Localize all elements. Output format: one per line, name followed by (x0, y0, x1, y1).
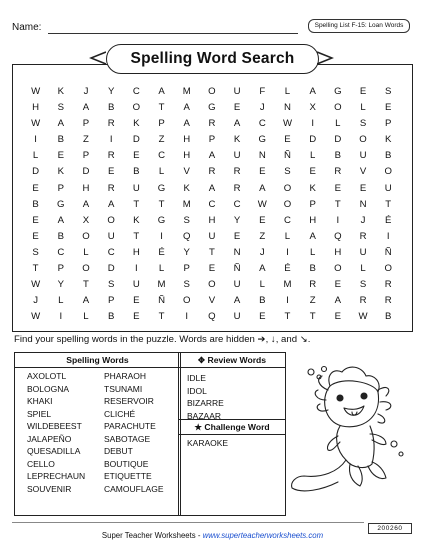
grid-letter[interactable]: P (385, 118, 392, 130)
grid-letter[interactable]: W (257, 198, 267, 210)
grid-letter[interactable]: W (31, 311, 41, 323)
footer-url[interactable]: www.superteacherworksheets.com (202, 531, 324, 540)
grid-letter[interactable]: H (32, 102, 40, 114)
grid-letter[interactable]: I (135, 263, 138, 275)
grid-letter[interactable]: P (82, 118, 90, 130)
grid-letter[interactable]: K (183, 182, 190, 194)
grid-letter[interactable]: L (309, 246, 316, 258)
grid-letter[interactable]: L (32, 150, 39, 162)
grid-letter[interactable]: K (233, 134, 241, 146)
chevron-left-icon (89, 50, 106, 66)
grid-letter[interactable]: L (360, 263, 366, 275)
footer (0, 531, 425, 540)
grid-letter[interactable]: D (107, 263, 115, 275)
grid-letter[interactable]: K (133, 118, 140, 130)
grid-letter[interactable]: E (359, 86, 367, 97)
grid-letter[interactable]: B (334, 150, 342, 162)
grid-letter[interactable]: R (107, 182, 115, 194)
grid-letter[interactable]: Q (334, 230, 342, 242)
review-words-box (178, 352, 286, 516)
review-word: IDOL (187, 385, 207, 396)
page-title: Spelling Word Search (106, 44, 319, 74)
grid-letter[interactable]: I (336, 214, 340, 226)
spelling-words-box (14, 352, 181, 516)
grid-letter[interactable]: L (335, 118, 341, 130)
grid-letter[interactable]: E (133, 150, 140, 162)
grid-letter[interactable]: W (282, 118, 292, 130)
grid-letter[interactable]: Z (158, 134, 165, 146)
spelling-word: PARACHUTE (104, 421, 156, 431)
list-badge: Spelling List F-15: Loan Words (308, 19, 410, 33)
spelling-word: DEBUT (104, 446, 133, 456)
grid-letter[interactable]: B (259, 295, 266, 307)
grid-letter[interactable]: L (360, 102, 366, 114)
grid-letter[interactable]: L (158, 263, 165, 275)
grid-letter[interactable]: B (133, 166, 140, 178)
grid-letter[interactable]: Z (309, 295, 316, 307)
grid-letter[interactable]: A (57, 118, 64, 130)
grid-letter[interactable]: T (133, 230, 140, 242)
grid-letter[interactable]: I (286, 246, 289, 258)
grid-letter[interactable]: A (259, 263, 266, 275)
grid-letter[interactable]: H (208, 214, 216, 226)
grid-letter[interactable]: E (259, 166, 266, 178)
grid-letter[interactable]: X (309, 102, 316, 114)
grid-letter[interactable]: P (183, 263, 190, 275)
grid-letter[interactable]: G (334, 86, 342, 97)
worksheet-code: 200260 (368, 523, 412, 534)
grid-letter[interactable]: P (57, 182, 64, 194)
grid-letter[interactable]: T (158, 311, 165, 323)
grid-letter[interactable]: U (132, 182, 140, 194)
grid-letter[interactable]: C (132, 86, 140, 97)
grid-letter[interactable]: M (283, 279, 292, 291)
grid-letter[interactable]: C (208, 198, 216, 210)
grid-letter[interactable]: I (286, 295, 289, 307)
grid-letter[interactable]: G (157, 214, 166, 226)
spelling-word: SPIEL (27, 408, 52, 419)
grid-letter[interactable]: D (334, 134, 342, 146)
grid-letter[interactable]: U (233, 311, 241, 323)
instructions: Find your spelling words in the puzzle. Words are hidden ➔, ↓, and ↘. (14, 334, 311, 345)
challenge-word-header (179, 419, 285, 435)
grid-letter[interactable]: O (82, 263, 90, 275)
spelling-word: BOUTIQUE (104, 458, 149, 469)
grid-letter[interactable]: W (358, 311, 368, 323)
grid-letter[interactable]: B (385, 150, 392, 162)
grid-letter[interactable]: E (359, 182, 367, 194)
grid-letter[interactable]: T (32, 263, 39, 275)
grid-letter[interactable]: E (259, 214, 266, 226)
grid-letter[interactable]: O (107, 214, 115, 226)
grid-letter[interactable]: R (233, 182, 241, 194)
grid-letter[interactable]: E (133, 311, 140, 323)
chevron-right-icon (317, 50, 334, 66)
grid-letter[interactable]: X (82, 214, 90, 226)
grid-letter[interactable]: R (309, 279, 317, 291)
name-label: Name: (12, 22, 42, 33)
grid-letter[interactable]: T (309, 311, 316, 323)
grid-letter[interactable]: E (32, 214, 39, 226)
grid-letter[interactable]: N (233, 246, 241, 258)
review-word: BAZAAR (187, 410, 222, 421)
grid-letter[interactable]: E (309, 166, 316, 178)
grid-letter[interactable]: É (385, 214, 392, 226)
grid-letter[interactable]: H (82, 182, 90, 194)
star-icon: ★ (194, 422, 203, 432)
grid-letter[interactable]: A (233, 295, 241, 307)
grid-letter[interactable]: I (59, 311, 63, 323)
grid-letter[interactable]: F (259, 86, 266, 97)
grid-letter[interactable]: T (133, 198, 140, 210)
grid-letter[interactable]: I (185, 311, 189, 323)
grid-letter[interactable]: B (57, 230, 64, 242)
grid-letter[interactable]: E (133, 295, 140, 307)
grid-letter[interactable]: L (259, 279, 265, 291)
grid-letter[interactable]: Y (183, 246, 190, 258)
grid-letter[interactable]: H (132, 246, 140, 258)
grid-letter[interactable]: D (309, 134, 317, 146)
grid-letter[interactable]: E (284, 134, 291, 146)
grid-letter[interactable]: H (183, 134, 191, 146)
axolotl-illustration (282, 360, 418, 500)
grid-letter[interactable]: L (83, 311, 89, 323)
spelling-word: KHAKI (27, 396, 53, 406)
grid-letter[interactable]: K (57, 86, 64, 97)
grid-letter[interactable]: U (132, 279, 140, 291)
diamond-icon: ✥ (197, 355, 206, 365)
grid-letter[interactable]: U (359, 246, 367, 258)
name-line[interactable] (48, 33, 298, 34)
grid-letter[interactable]: A (183, 118, 190, 130)
grid-letter[interactable]: O (283, 198, 292, 210)
grid-letter[interactable]: R (359, 230, 367, 242)
grid-letter[interactable]: J (259, 102, 265, 114)
footer-divider (12, 522, 364, 523)
grid-letter[interactable]: Y (107, 86, 115, 97)
grid-letter[interactable]: Ñ (384, 246, 392, 258)
grid-letter[interactable]: S (183, 279, 190, 291)
grid-letter[interactable]: B (309, 263, 316, 275)
grid-letter[interactable]: I (160, 230, 163, 242)
grid-letter[interactable]: O (359, 134, 367, 146)
grid-letter[interactable]: R (359, 295, 367, 307)
grid-letter[interactable]: J (33, 295, 38, 307)
grid-letter[interactable]: E (233, 230, 241, 242)
spelling-column-left (27, 370, 85, 495)
grid-letter[interactable]: M (157, 279, 166, 291)
grid-letter[interactable]: U (359, 150, 367, 162)
grid-letter[interactable]: A (107, 198, 115, 210)
grid-letter[interactable]: T (284, 311, 291, 323)
spelling-word: ETIQUETTE (104, 471, 152, 481)
grid-letter[interactable]: E (208, 263, 216, 275)
grid-letter[interactable]: V (208, 295, 216, 307)
grid-letter[interactable]: A (309, 230, 316, 242)
grid-letter[interactable]: Q (208, 311, 216, 323)
spelling-word: SABOTAGE (104, 433, 151, 444)
grid-letter[interactable]: S (107, 279, 115, 291)
grid-letter[interactable]: C (158, 150, 165, 162)
grid-letter[interactable]: L (309, 150, 316, 162)
grid-letter[interactable]: A (82, 198, 90, 210)
grid-letter[interactable]: V (183, 166, 190, 178)
grid-letter[interactable]: L (158, 166, 165, 178)
spelling-word: RESERVOIR (104, 396, 154, 406)
grid-letter[interactable]: T (158, 198, 165, 210)
spelling-word: PHARAOH (104, 371, 147, 381)
grid-letter[interactable]: U (233, 279, 241, 291)
grid-letter[interactable]: O (384, 166, 392, 178)
grid-letter[interactable]: P (158, 118, 165, 130)
grid-letter[interactable]: A (82, 102, 90, 114)
grid-letter[interactable]: G (208, 102, 216, 114)
review-words-header (179, 353, 285, 368)
grid-letter[interactable]: C (258, 118, 266, 130)
grid-letter[interactable]: T (208, 246, 215, 258)
grid-letter[interactable]: R (208, 166, 216, 178)
grid-letter[interactable]: A (334, 295, 342, 307)
grid-letter[interactable]: I (386, 230, 390, 242)
spelling-word: WILDEBEEST (27, 421, 82, 431)
spelling-word: SOUVENIR (27, 483, 72, 494)
grid-letter[interactable]: B (32, 198, 39, 210)
grid-letter[interactable]: R (334, 166, 342, 178)
grid-letter[interactable]: U (208, 230, 216, 242)
grid-letter[interactable]: M (182, 198, 191, 210)
grid-letter[interactable]: S (183, 214, 190, 226)
grid-letter[interactable]: C (107, 246, 115, 258)
grid-letter[interactable]: G (57, 198, 65, 210)
grid-letter[interactable]: S (385, 86, 392, 97)
spelling-word: AXOLOTL (27, 371, 67, 381)
grid-letter[interactable]: K (133, 214, 140, 226)
grid-letter[interactable]: P (82, 150, 90, 162)
spelling-word: JALAPEÑO (27, 433, 72, 444)
grid-letter[interactable]: C (233, 198, 241, 210)
grid-letter[interactable]: E (233, 102, 241, 114)
spelling-word: BOLOGNA (27, 383, 70, 394)
grid-letter[interactable]: M (182, 86, 191, 97)
grid-letter[interactable]: A (208, 182, 216, 194)
grid-letter[interactable]: P (208, 134, 216, 146)
spelling-words-header: Spelling Words (15, 353, 180, 368)
grid-letter[interactable]: A (57, 214, 64, 226)
spelling-word: TSUNAMI (104, 383, 143, 394)
grid-letter[interactable]: E (259, 311, 266, 323)
grid-letter[interactable]: E (334, 311, 342, 323)
grid-letter[interactable]: R (384, 295, 392, 307)
grid-letter[interactable]: G (157, 182, 166, 194)
grid-letter[interactable]: D (132, 134, 140, 146)
grid-letter[interactable]: P (309, 198, 316, 210)
grid-letter[interactable]: T (334, 198, 341, 210)
grid-letter[interactable]: E (334, 182, 342, 194)
grid-letter[interactable]: S (359, 279, 367, 291)
grid-letter[interactable]: T (158, 102, 165, 114)
grid-letter[interactable]: R (107, 118, 115, 130)
grid-letter[interactable]: I (109, 134, 113, 146)
grid-letter[interactable]: P (57, 263, 64, 275)
grid-letter[interactable]: O (208, 86, 216, 97)
grid-letter[interactable]: J (360, 214, 366, 226)
grid-letter[interactable]: N (359, 198, 367, 210)
grid-letter[interactable]: C (57, 246, 65, 258)
grid-letter[interactable]: I (311, 118, 314, 130)
grid-letter[interactable]: A (208, 150, 216, 162)
grid-letter[interactable]: V (359, 166, 367, 178)
grid-letter[interactable]: O (182, 295, 191, 307)
grid-letter[interactable]: S (32, 246, 39, 258)
grid-letter[interactable]: E (334, 279, 342, 291)
grid-letter[interactable]: É (158, 246, 165, 258)
grid-letter[interactable]: O (334, 102, 342, 114)
grid-letter[interactable]: W (31, 279, 41, 291)
grid-letter[interactable]: B (107, 102, 115, 114)
grid-letter[interactable]: A (82, 295, 90, 307)
grid-letter[interactable]: E (385, 102, 392, 114)
spelling-word: CLICHÉ (104, 408, 136, 419)
spelling-word: CELLO (27, 458, 55, 469)
grid-letter[interactable]: R (208, 118, 216, 130)
word-search-grid (23, 84, 401, 324)
spelling-word: CAMOUFLAGE (104, 483, 164, 494)
grid-letter[interactable]: U (233, 150, 241, 162)
grid-letter[interactable]: T (83, 279, 89, 291)
grid-letter[interactable]: J (83, 86, 89, 97)
grid-letter[interactable]: C (284, 214, 291, 226)
grid-letter[interactable]: E (32, 182, 39, 194)
grid-letter[interactable]: S (359, 118, 367, 130)
grid-letter[interactable]: O (384, 263, 392, 275)
grid-letter[interactable]: Q (182, 230, 191, 242)
grid-letter[interactable]: B (57, 134, 64, 146)
grid-letter[interactable]: L (284, 230, 291, 242)
grid-letter[interactable]: E (107, 166, 115, 178)
grid-letter[interactable]: U (384, 182, 392, 194)
grid-letter[interactable]: P (107, 295, 115, 307)
grid-letter[interactable]: W (31, 86, 41, 97)
grid-letter[interactable]: Y (233, 214, 241, 226)
grid-letter[interactable]: W (31, 118, 41, 130)
grid-letter[interactable]: O (208, 279, 216, 291)
grid-letter[interactable]: L (284, 86, 291, 97)
grid-letter[interactable]: H (334, 246, 342, 258)
grid-letter[interactable]: R (233, 166, 241, 178)
grid-letter[interactable]: Z (259, 230, 266, 242)
grid-letter[interactable]: D (82, 166, 90, 178)
review-words-list (179, 368, 285, 422)
grid-letter[interactable]: O (283, 182, 292, 194)
grid-letter[interactable]: L (58, 295, 64, 307)
grid-letter[interactable]: K (309, 182, 316, 194)
review-words-label: Review Words (207, 355, 267, 365)
grid-letter[interactable]: S (284, 166, 291, 178)
grid-letter[interactable]: B (107, 311, 115, 323)
review-word: BIZARRE (187, 398, 224, 408)
grid-letter[interactable]: O (334, 263, 342, 275)
challenge-word: KARAOKE (187, 438, 229, 448)
grid-letter[interactable]: H (309, 214, 317, 226)
grid-letter[interactable]: L (83, 246, 89, 258)
grid-letter[interactable]: E (57, 150, 64, 162)
grid-letter[interactable]: Y (57, 279, 64, 291)
grid-letter[interactable]: O (132, 102, 141, 114)
spelling-word: LEPRECHAUN (27, 471, 86, 481)
spelling-word: QUESADILLA (27, 446, 81, 456)
grid-letter[interactable]: Ñ (233, 263, 241, 275)
grid-letter[interactable]: U (233, 86, 241, 97)
challenge-word-label: Challenge Word (204, 422, 270, 432)
grid-letter[interactable]: A (259, 182, 266, 194)
grid-letter[interactable]: N (258, 150, 266, 162)
grid-letter[interactable]: É (284, 263, 291, 275)
grid-letter[interactable]: T (385, 198, 392, 210)
grid-letter[interactable]: I (34, 134, 37, 146)
grid-letter[interactable]: K (57, 166, 64, 178)
grid-letter[interactable]: K (385, 134, 392, 146)
grid-letter[interactable]: A (309, 86, 316, 97)
grid-letter[interactable]: N (284, 102, 291, 114)
grid-letter[interactable]: J (259, 246, 265, 258)
grid-letter[interactable]: H (183, 150, 191, 162)
grid-letter[interactable]: E (32, 230, 39, 242)
grid-letter[interactable]: D (32, 166, 40, 178)
grid-letter[interactable]: Z (83, 134, 89, 146)
grid-letter[interactable]: Ñ (284, 150, 291, 162)
spelling-column-right (104, 370, 164, 495)
grid-letter[interactable]: O (82, 230, 90, 242)
footer-brand: Super Teacher Worksheets - (101, 531, 203, 540)
review-word: IDLE (187, 373, 206, 383)
grid-letter[interactable]: A (158, 86, 165, 97)
challenge-words-list (187, 438, 228, 448)
grid-letter[interactable]: A (233, 118, 241, 130)
grid-letter[interactable]: R (107, 150, 115, 162)
grid-letter[interactable]: Ñ (158, 295, 165, 307)
grid-letter[interactable]: U (107, 230, 115, 242)
grid-letter[interactable]: B (385, 311, 392, 323)
grid-letter[interactable]: S (57, 102, 64, 114)
grid-letter[interactable]: A (183, 102, 190, 114)
grid-letter[interactable]: G (258, 134, 267, 146)
grid-letter[interactable]: R (384, 279, 392, 291)
